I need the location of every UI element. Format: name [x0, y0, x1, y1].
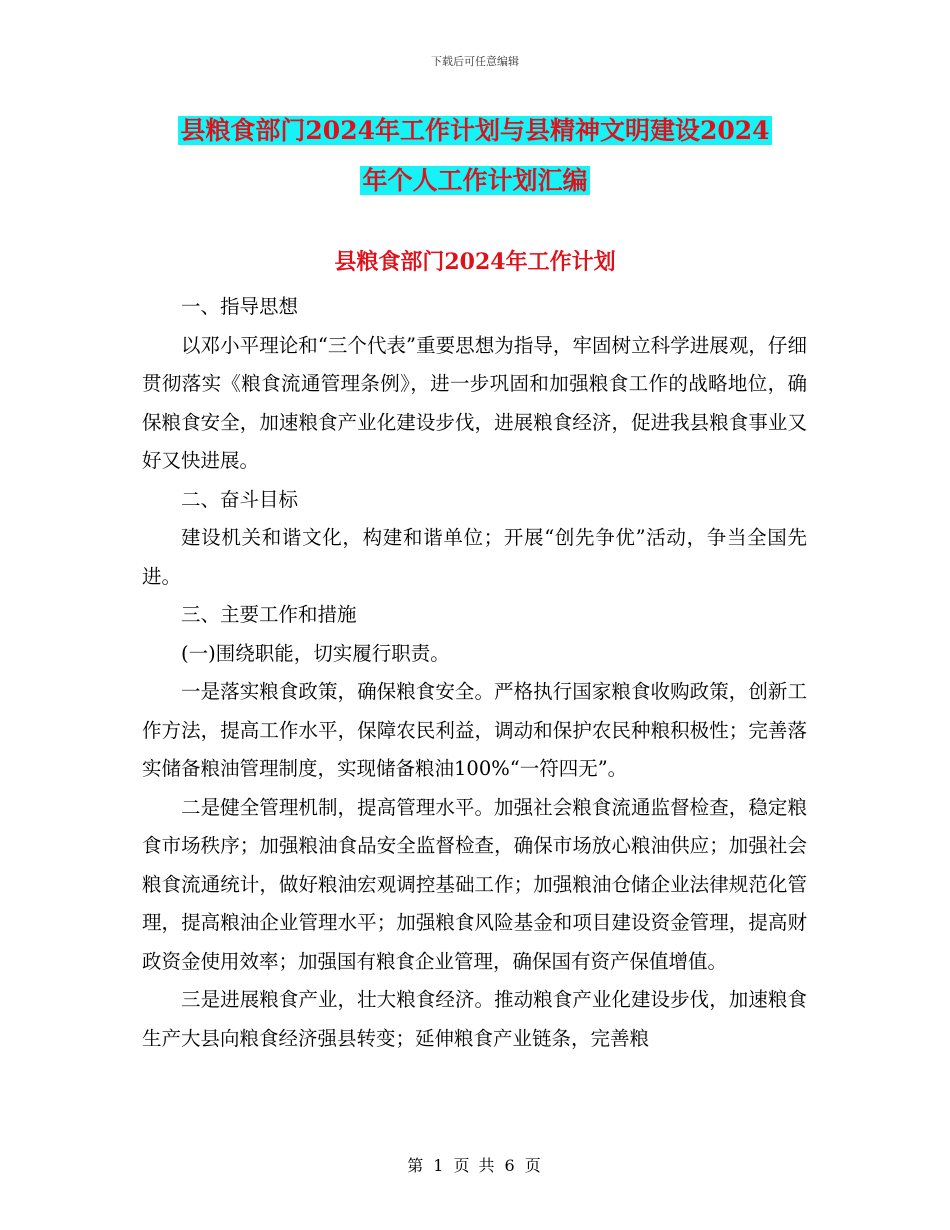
footer-label-mid: 页 共 [453, 1156, 497, 1175]
subheading-duties: (一)围绕职能，切实履行职责。 [181, 641, 450, 665]
page-number: 1 [433, 1156, 446, 1175]
paragraph-policy: 一是落实粮食政策，确保粮食安全。严格执行国家粮食收购政策，创新工作方法，提高工作水平，保障农民利益，调动和保护农民种粮积极性；完善落实储备粮油管理制度，实现储备粮油100%“一符四无”。 [142, 680, 807, 780]
document-title [0, 106, 950, 206]
section-title: 县粮食部门2024年工作计划 [334, 249, 616, 275]
paragraph-industry: 三是进展粮食产业，壮大粮食经济。推动粮食产业化建设步伐，加速粮食生产大县向粮食经济强县转变；延伸粮食产业链条，完善粮 [142, 988, 807, 1050]
page-footer [0, 1153, 950, 1176]
footer-label-post: 页 [524, 1156, 543, 1175]
paragraph-goals: 建设机关和谐文化，构建和谐单位；开展“创先争优”活动，争当全国先进。 [142, 526, 807, 588]
heading-goals: 二、奋斗目标 [181, 487, 299, 511]
paragraph-management: 二是健全管理机制，提高管理水平。加强社会粮食流通监督检查，稳定粮食市场秩序；加强粮油食品安全监督检查，确保市场放心粮油供应；加强社会粮食流通统计，做好粮油宏观调控基础工作；加强粮油仓储企业法律规范化管理，提高粮油企业管理水平；加强粮食风险基金和项目建设资金管理，提高财政资金使用效率；加强国有粮食企业管理，确保国有资产保值增值。 [142, 795, 807, 973]
heading-guiding-ideology: 一、指导思想 [181, 295, 299, 318]
page-total: 6 [504, 1156, 517, 1175]
footer-label-pre: 第 [407, 1156, 426, 1175]
title-line-2: 年个人工作计划汇编 [362, 166, 588, 195]
paragraph-guiding-ideology: 以邓小平理论和“三个代表”重要思想为指导，牢固树立科学进展观，仔细贯彻落实《粮食流通管理条例》，进一步巩固和加强粮食工作的战略地位，确保粮食安全，加速粮食产业化建设步伐，进展粮食经济，促进我县粮食事业又好又快进展。 [142, 333, 807, 472]
heading-main-work: 三、主要工作和措施 [181, 603, 357, 626]
document-body [142, 288, 807, 1058]
title-line-1: 县粮食部门2024年工作计划与县精神文明建设2024 [180, 116, 770, 145]
header-note: 下载后可任意编辑 [431, 55, 519, 68]
